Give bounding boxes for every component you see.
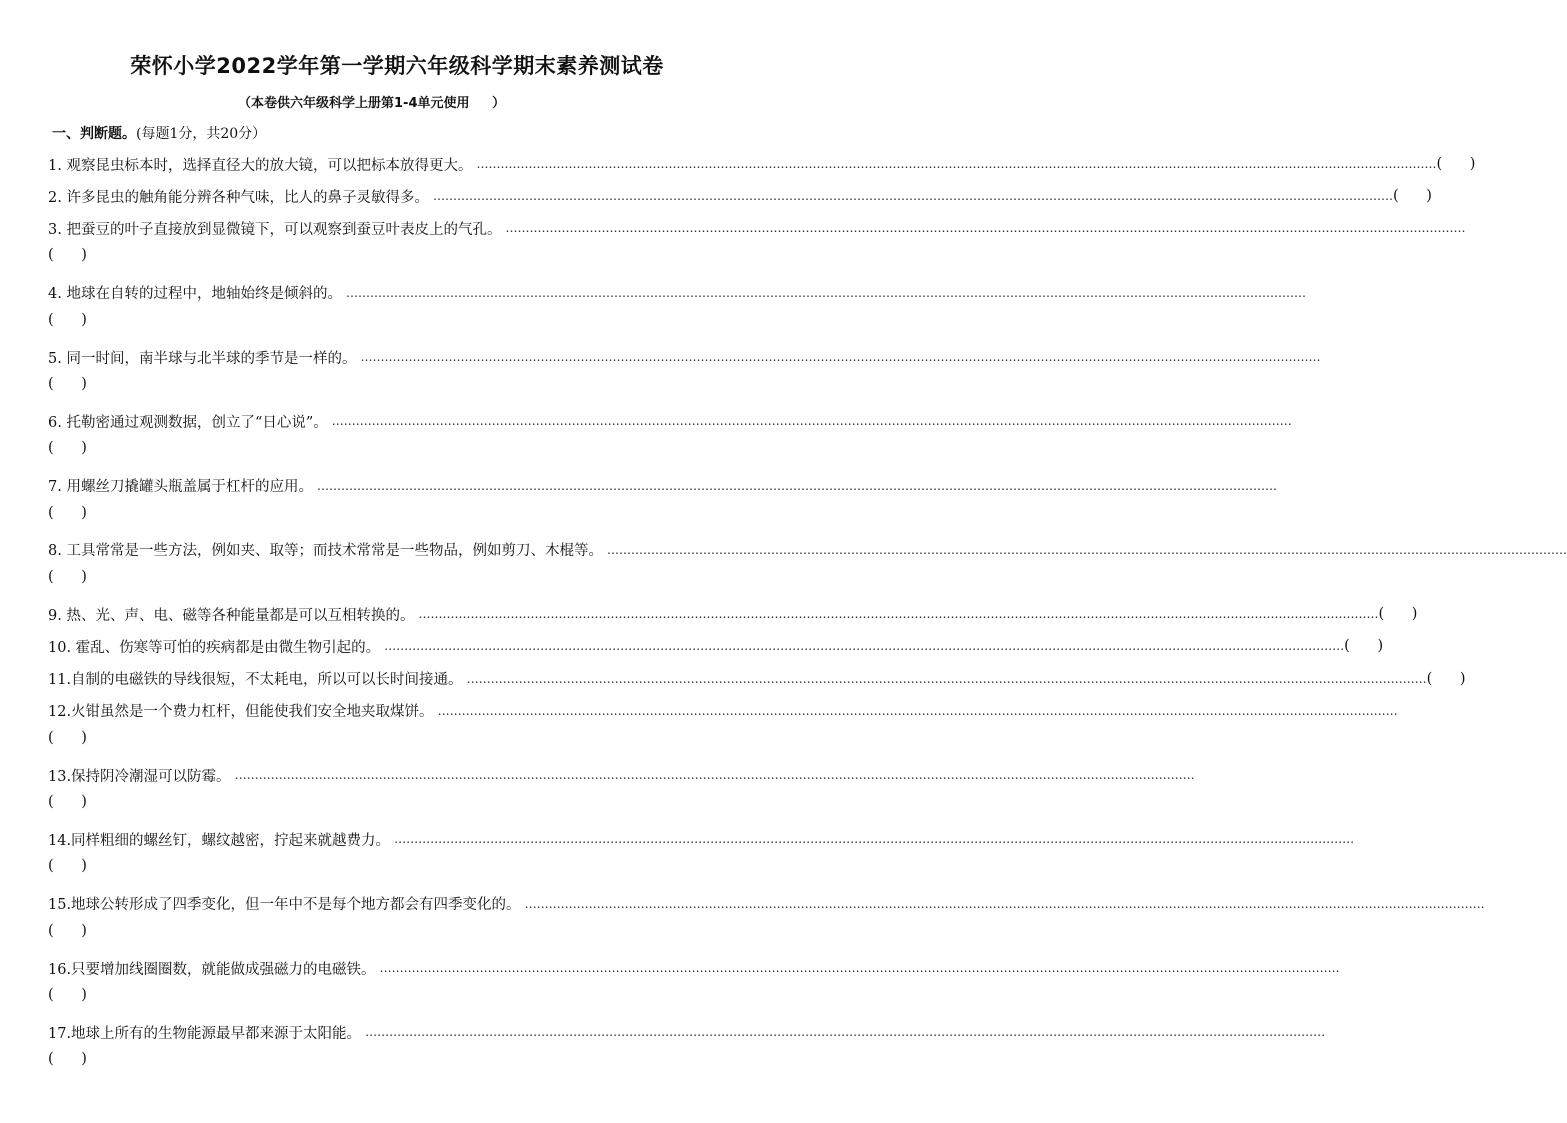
- section-note: (每题1分，共20分）: [136, 126, 267, 142]
- question-6: [48, 410, 1292, 432]
- dot-leader: ……………………………………………………………………………………………………………………………………………………………………………………………………………………: [316, 478, 1277, 493]
- answer-blank[interactable]: ( ): [48, 794, 87, 811]
- question-9: [48, 603, 1418, 625]
- answer-blank[interactable]: ( ): [48, 247, 87, 264]
- dot-leader: ……………………………………………………………………………………………………………………………………………………………………………………………………………………: [606, 542, 1567, 557]
- question-3: [48, 217, 1466, 239]
- dot-leader: ……………………………………………………………………………………………………………………………………………………………………………………………………………………: [432, 189, 1393, 204]
- dot-leader: ……………………………………………………………………………………………………………………………………………………………………………………………………………………: [365, 1025, 1326, 1040]
- question-15: [48, 893, 1485, 915]
- question-2: [48, 185, 1432, 207]
- question-12: [48, 700, 1398, 722]
- question-17: [48, 1021, 1326, 1043]
- answer-blank[interactable]: ( ): [48, 568, 87, 585]
- question-text: 12.火钳虽然是一个费力杠杆，但能使我们安全地夹取煤饼。: [48, 704, 434, 721]
- question-text: 8. 工具常常是一些方法，例如夹、取等；而技术常常是一些物品，例如剪刀、木棍等。: [48, 543, 603, 560]
- dot-leader: ……………………………………………………………………………………………………………………………………………………………………………………………………………………: [476, 157, 1437, 171]
- dot-leader: ……………………………………………………………………………………………………………………………………………………………………………………………………………………: [360, 350, 1321, 364]
- dot-leader: ……………………………………………………………………………………………………………………………………………………………………………………………………………………: [418, 607, 1379, 622]
- question-text: 5. 同一时间，南半球与北半球的季节是一样的。: [48, 350, 357, 367]
- question-text: 3. 把蚕豆的叶子直接放到显微镜下，可以观察到蚕豆叶表皮上的气孔。: [48, 221, 502, 238]
- dot-leader: ……………………………………………………………………………………………………………………………………………………………………………………………………………………: [345, 285, 1306, 300]
- answer-blank[interactable]: ( ): [1344, 638, 1384, 655]
- answer-blank[interactable]: ( ): [1436, 156, 1476, 172]
- dot-leader: ……………………………………………………………………………………………………………………………………………………………………………………………………………………: [384, 639, 1345, 654]
- question-4: [48, 282, 1306, 304]
- question-8: [48, 539, 1567, 561]
- question-text: 13.保持阴冷潮湿可以防霉。: [48, 768, 231, 785]
- answer-blank[interactable]: ( ): [1378, 606, 1418, 623]
- dot-leader: ……………………………………………………………………………………………………………………………………………………………………………………………………………………: [234, 768, 1195, 783]
- page-subtitle: （本卷供六年级科学上册第1-4单元使用 ）: [238, 96, 506, 111]
- question-text: 2. 许多昆虫的触角能分辨各种气味，比人的鼻子灵敏得多。: [48, 189, 429, 206]
- question-11: [48, 668, 1466, 690]
- question-text: 16.只要增加线圈圈数，就能做成强磁力的电磁铁。: [48, 961, 376, 978]
- question-7: [48, 475, 1277, 497]
- answer-blank[interactable]: ( ): [48, 987, 87, 1003]
- question-text: 7. 用螺丝刀撬罐头瓶盖属于杠杆的应用。: [48, 479, 313, 496]
- dot-leader: ……………………………………………………………………………………………………………………………………………………………………………………………………………………: [437, 703, 1398, 718]
- answer-blank[interactable]: ( ): [1426, 670, 1466, 687]
- question-1: [48, 153, 1476, 175]
- section-heading: [52, 123, 266, 143]
- question-14: [48, 828, 1355, 850]
- page-title: 荣怀小学2022学年第一学期六年级科学期末素养测试卷: [130, 54, 664, 78]
- question-10: [48, 635, 1384, 657]
- question-text: 11.自制的电磁铁的导线很短，不太耗电，所以可以长时间接通。: [48, 672, 463, 689]
- answer-blank[interactable]: ( ): [48, 729, 87, 746]
- question-13: [48, 764, 1195, 786]
- question-text: 10. 霍乱、伤寒等可怕的疾病都是由微生物引起的。: [48, 639, 381, 656]
- question-text: 14.同样粗细的螺丝钉，螺纹越密，拧起来就越费力。: [48, 832, 391, 849]
- question-text: 17.地球上所有的生物能源最早都来源于太阳能。: [48, 1025, 362, 1042]
- question-text: 15.地球公转形成了四季变化，但一年中不是每个地方都会有四季变化的。: [48, 897, 521, 914]
- question-text: 1. 观察昆虫标本时，选择直径大的放大镜，可以把标本放得更大。: [48, 157, 473, 174]
- answer-blank[interactable]: ( ): [48, 376, 87, 392]
- answer-blank[interactable]: ( ): [48, 922, 87, 939]
- answer-blank[interactable]: ( ): [1392, 188, 1432, 205]
- dot-leader: ……………………………………………………………………………………………………………………………………………………………………………………………………………………: [394, 832, 1355, 847]
- answer-blank[interactable]: ( ): [48, 1051, 87, 1068]
- answer-blank[interactable]: ( ): [48, 504, 87, 521]
- question-text: 4. 地球在自转的过程中，地轴始终是倾斜的。: [48, 286, 342, 303]
- dot-leader: ……………………………………………………………………………………………………………………………………………………………………………………………………………………: [505, 221, 1466, 236]
- dot-leader: ……………………………………………………………………………………………………………………………………………………………………………………………………………………: [466, 671, 1427, 686]
- answer-blank[interactable]: ( ): [48, 440, 87, 457]
- dot-leader: ……………………………………………………………………………………………………………………………………………………………………………………………………………………: [524, 896, 1485, 911]
- answer-blank[interactable]: ( ): [48, 311, 87, 328]
- section-title: 一、判断题。: [52, 126, 136, 142]
- question-16: [48, 957, 1340, 979]
- dot-leader: ……………………………………………………………………………………………………………………………………………………………………………………………………………………: [379, 961, 1340, 975]
- question-text: 9. 热、光、声、电、磁等各种能量都是可以互相转换的。: [48, 607, 415, 624]
- answer-blank[interactable]: ( ): [48, 858, 87, 875]
- question-5: [48, 346, 1321, 368]
- question-text: 6. 托勒密通过观测数据，创立了“日心说”。: [48, 414, 328, 431]
- dot-leader: ……………………………………………………………………………………………………………………………………………………………………………………………………………………: [331, 414, 1292, 429]
